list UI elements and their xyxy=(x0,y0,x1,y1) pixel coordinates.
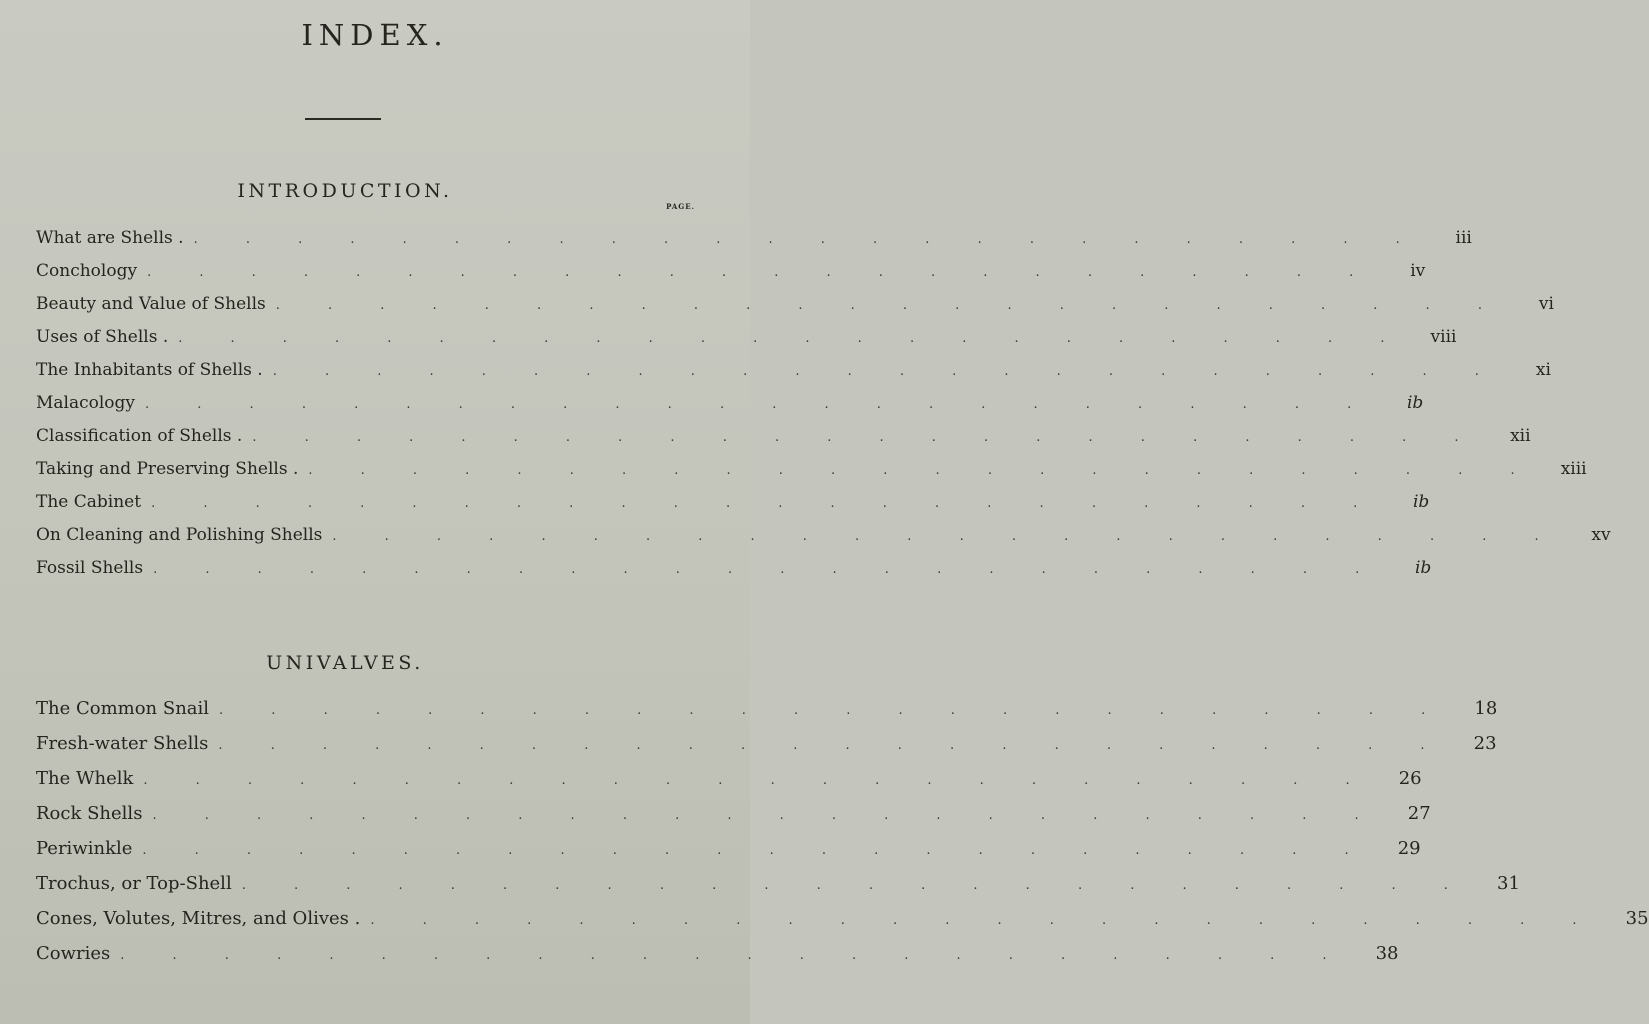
dot-leader: . . . . . . . . . . . . . . . . . . . . . . . . xyxy=(218,738,1447,753)
index-entry xyxy=(36,873,1520,908)
title-rule xyxy=(305,118,381,120)
index-entry xyxy=(36,943,1399,978)
entry-page-number: viii xyxy=(1430,327,1457,347)
index-entry xyxy=(36,294,1554,327)
entry-title: Cones, Volutes, Mitres, and Olives . xyxy=(36,908,361,929)
page-title: INDEX. xyxy=(301,18,449,52)
dot-leader: . . . . . . . . . . . . . . . . . . . . . . . . xyxy=(142,843,1371,858)
entry-title: Rock Shells xyxy=(36,803,143,824)
index-entry xyxy=(36,327,1457,360)
entry-page-number: xi xyxy=(1535,360,1551,380)
entry-page-number: iii xyxy=(1455,228,1472,248)
entry-title: The Cabinet xyxy=(36,492,142,512)
dot-leader: . . . . . . . . . . . . . . . . . . . . . . . . xyxy=(193,232,1422,247)
dot-leader: . . . . . . . . . . . . . . . . . . . . . . . . xyxy=(153,562,1382,577)
entry-title: Classification of Shells . xyxy=(36,426,243,446)
entry-title: Conchology xyxy=(36,261,138,281)
entry-page-number: ib xyxy=(1406,393,1424,413)
entry-title: Beauty and Value of Shells xyxy=(36,294,266,314)
entry-title: The Whelk xyxy=(36,768,134,789)
index-entry xyxy=(36,492,1430,525)
index-entry xyxy=(36,459,1587,492)
entry-page-number: xv xyxy=(1591,525,1611,545)
entry-page-number: xii xyxy=(1510,426,1531,446)
entry-title: Fresh-water Shells xyxy=(36,733,209,754)
entry-title: Periwinkle xyxy=(36,838,133,859)
dot-leader: . . . . . . . . . . . . . . . . . . . . . . . . xyxy=(308,463,1537,478)
entry-title: Trochus, or Top-Shell xyxy=(36,873,232,894)
dot-leader: . . . . . . . . . . . . . . . . . . . . . . . . xyxy=(275,298,1504,313)
index-entry xyxy=(36,838,1421,873)
index-entry xyxy=(36,261,1426,294)
dot-leader: . . . . . . . . . . . . . . . . . . . . . . . . xyxy=(332,529,1561,544)
index-entry xyxy=(36,558,1432,591)
entry-title: Fossil Shells xyxy=(36,558,144,578)
index-entry xyxy=(36,525,1611,558)
entry-page-number: iv xyxy=(1410,261,1426,281)
dot-leader: . . . . . . . . . . . . . . . . . . . . . . . . xyxy=(241,878,1470,893)
index-entry xyxy=(36,698,1498,733)
dot-leader: . . . . . . . . . . . . . . . . . . . . . . . . xyxy=(252,430,1481,445)
dot-leader: . . . . . . . . . . . . . . . . . . . . . . . . xyxy=(147,265,1376,280)
page-column-label: PAGE. xyxy=(666,202,695,211)
entry-title: Malacology xyxy=(36,393,136,413)
dot-leader: . . . . . . . . . . . . . . . . . . . . . . . . xyxy=(145,397,1374,412)
dot-leader: . . . . . . . . . . . . . . . . . . . . . . . . xyxy=(219,703,1448,718)
entry-page-number: 31 xyxy=(1497,873,1520,894)
dot-leader: . . . . . . . . . . . . . . . . . . . . . . . . xyxy=(152,808,1381,823)
entry-page-number: 23 xyxy=(1473,733,1497,754)
entry-title: On Cleaning and Polishing Shells xyxy=(36,525,323,545)
entry-title: The Common Snail xyxy=(36,698,210,719)
index-entry xyxy=(36,228,1472,261)
entry-page-number: 35 xyxy=(1625,908,1649,929)
entry-page-number: 27 xyxy=(1407,803,1431,824)
dot-leader: . . . . . . . . . . . . . . . . . . . . . . . . xyxy=(178,331,1407,346)
introduction-heading: INTRODUCTION. xyxy=(237,180,453,202)
index-entry xyxy=(36,426,1531,459)
univalves-entries xyxy=(36,698,1649,978)
entry-title: The Inhabitants of Shells . xyxy=(36,360,263,380)
dot-leader: . . . . . . . . . . . . . . . . . . . . . . . . xyxy=(151,496,1380,511)
univalves-heading: UNIVALVES. xyxy=(266,652,424,674)
dot-leader: . . . . . . . . . . . . . . . . . . . . . . . . xyxy=(120,948,1349,963)
dot-leader: . . . . . . . . . . . . . . . . . . . . . . . . xyxy=(272,364,1501,379)
index-entry xyxy=(36,733,1497,768)
entry-page-number: 26 xyxy=(1398,768,1422,789)
entry-page-number: 18 xyxy=(1474,698,1498,719)
index-entry xyxy=(36,393,1424,426)
dot-leader: . . . . . . . . . . . . . . . . . . . . . . . . xyxy=(143,773,1372,788)
introduction-entries xyxy=(36,228,1611,591)
index-entry xyxy=(36,360,1551,393)
dot-leader: . . . . . . . . . . . . . . . . . . . . . . . . xyxy=(370,913,1599,928)
index-entry xyxy=(36,803,1431,838)
entry-page-number: ib xyxy=(1415,558,1432,578)
index-entry xyxy=(36,768,1422,803)
index-entry xyxy=(36,908,1649,943)
entry-page-number: 29 xyxy=(1397,838,1421,859)
entry-title: Cowries xyxy=(36,943,111,964)
entry-title: Uses of Shells . xyxy=(36,327,169,347)
entry-page-number: vi xyxy=(1538,294,1554,314)
entry-page-number: xiii xyxy=(1560,459,1587,479)
entry-page-number: 38 xyxy=(1375,943,1399,964)
entry-title: Taking and Preserving Shells . xyxy=(36,459,299,479)
entry-title: What are Shells . xyxy=(36,228,184,248)
entry-page-number: ib xyxy=(1412,492,1430,512)
